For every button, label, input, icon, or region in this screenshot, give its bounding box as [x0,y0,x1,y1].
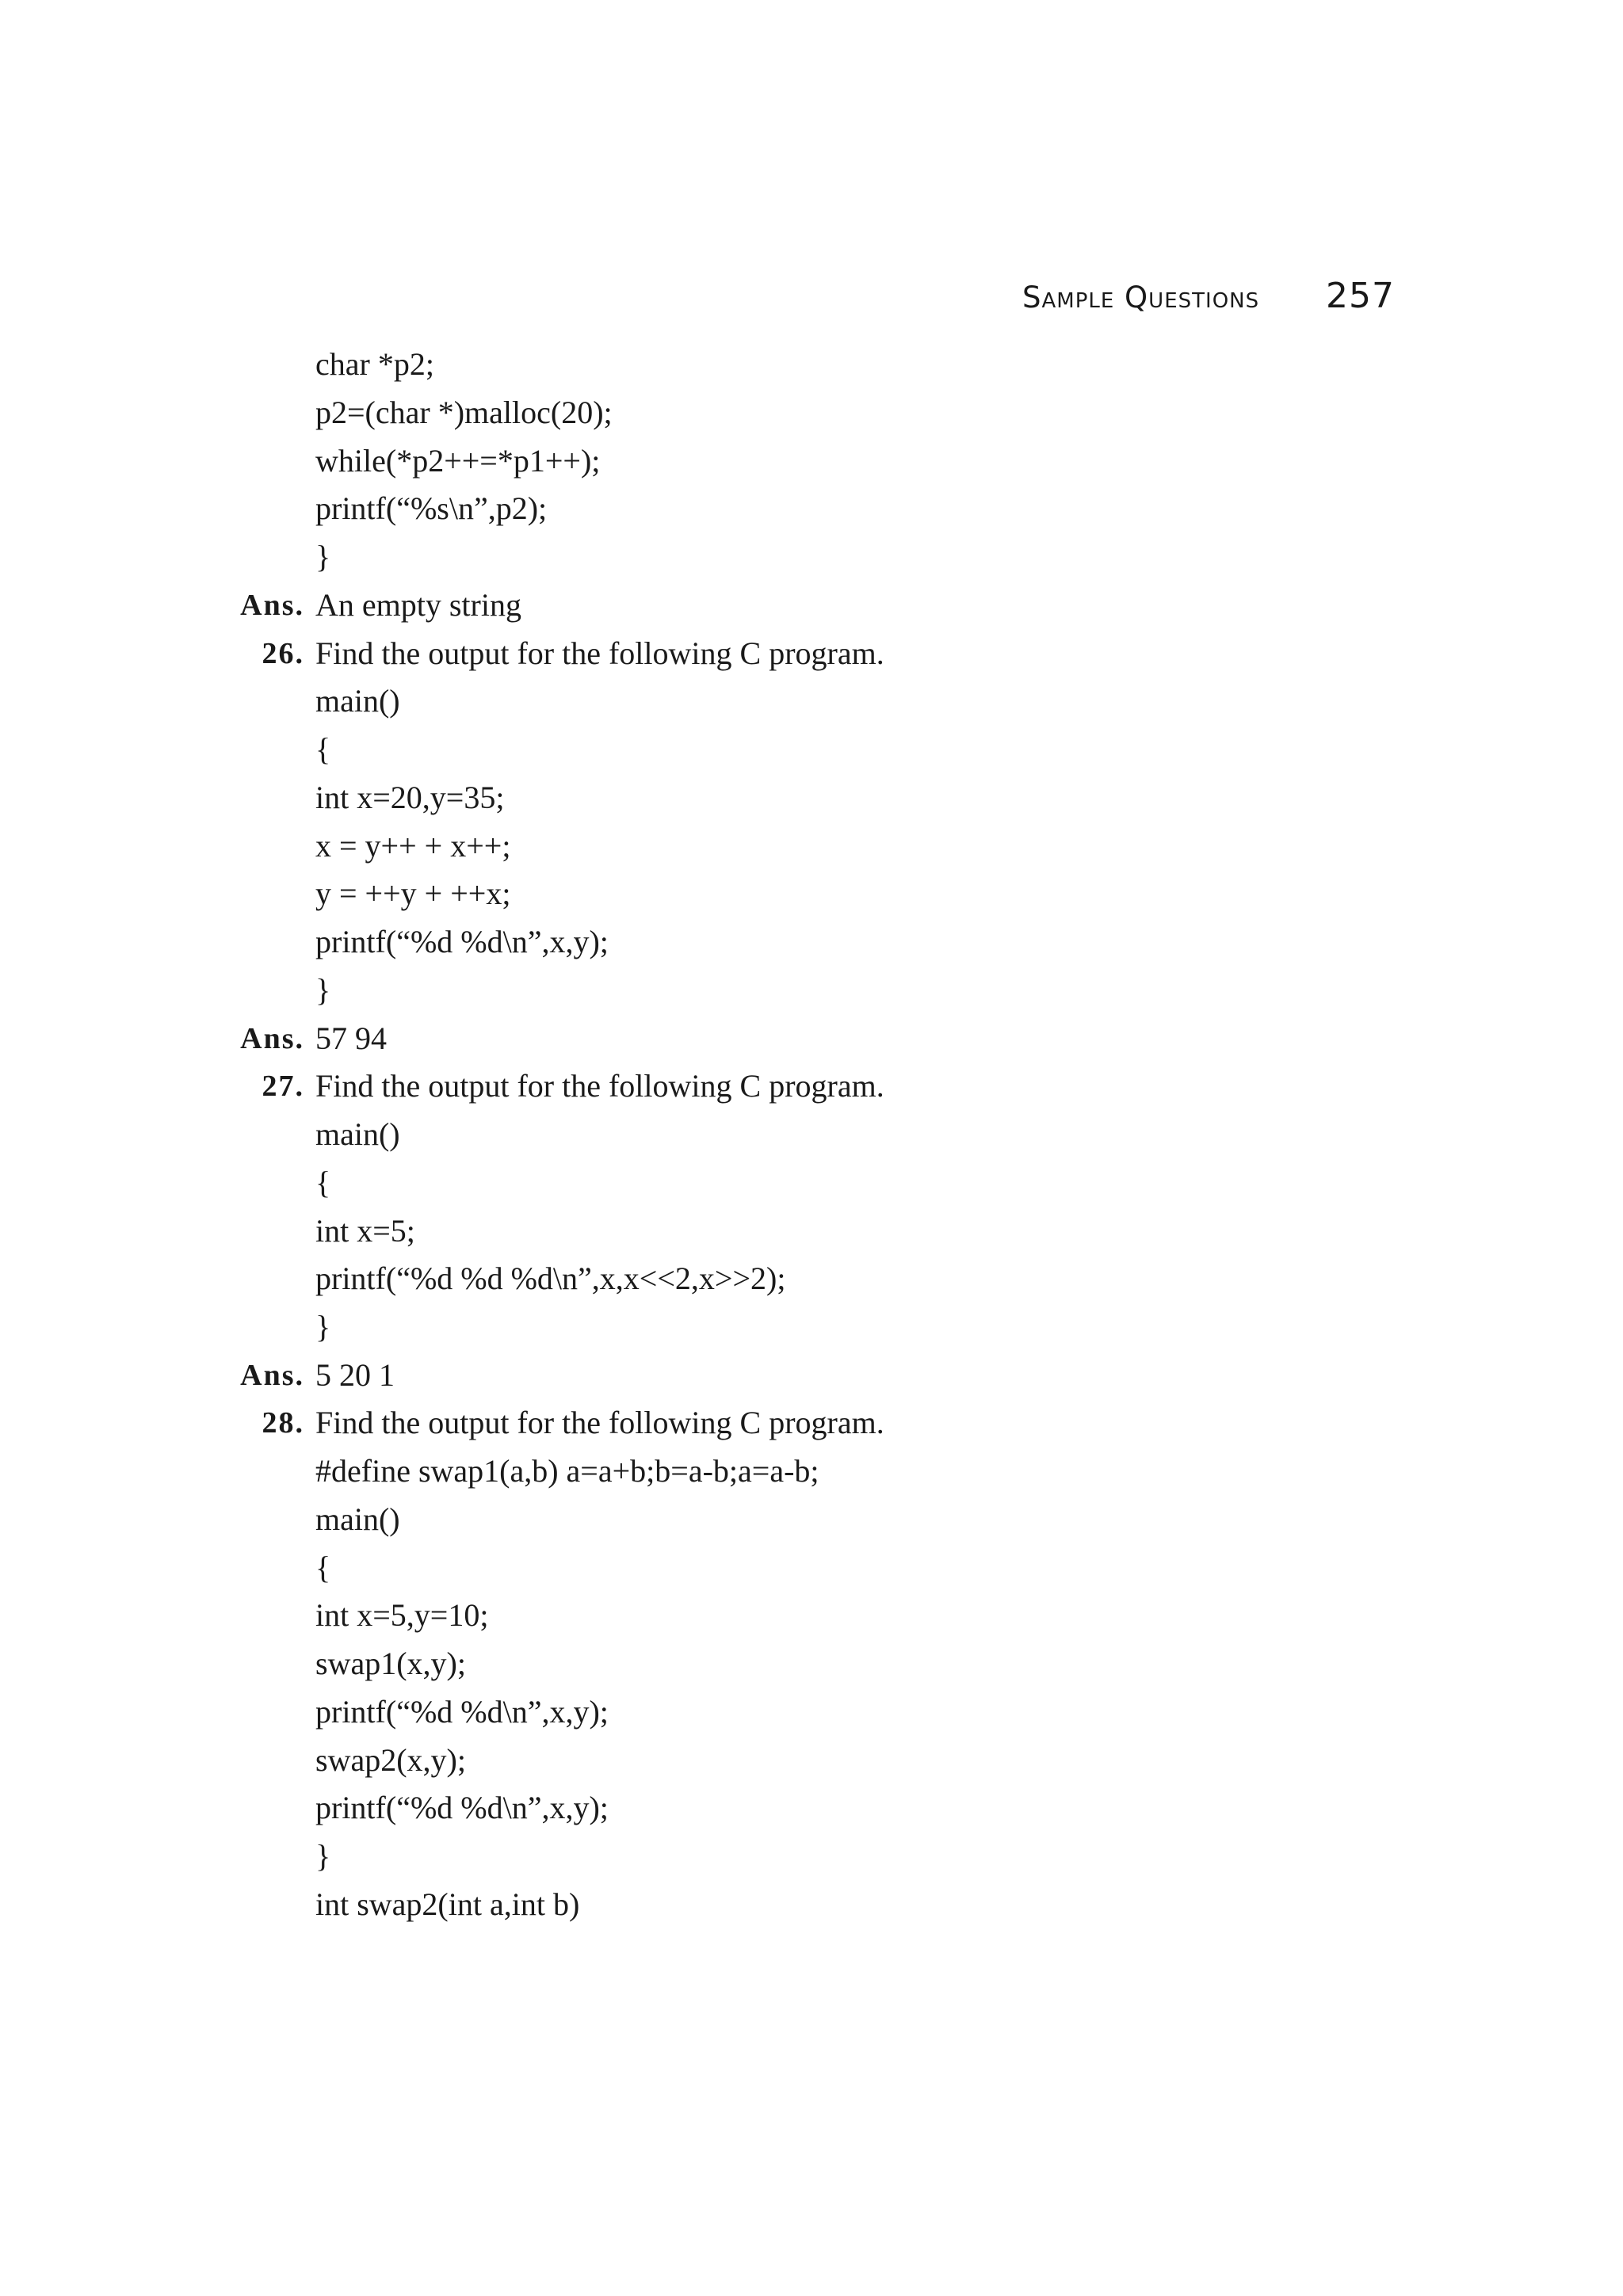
line-text: Find the output for the following C program. [315,1068,884,1104]
line-text: An empty string [315,587,521,623]
code-line [0,1159,1623,1207]
line-text: y = ++y + ++x; [315,875,511,911]
code-line [0,1544,1623,1592]
code-line [0,1737,1623,1784]
code-line [0,822,1623,870]
line-text: 57 94 [315,1020,387,1056]
answer-line [0,1352,1623,1399]
code-line [0,1447,1623,1495]
line-text: main() [315,1116,400,1152]
line-text: x = y++ + x++; [315,828,511,864]
line-text: printf(“%d %d\n”,x,y); [315,1790,609,1825]
question-line [0,1399,1623,1447]
answer-line [0,582,1623,629]
line-text: 5 20 1 [315,1357,395,1393]
code-line [0,677,1623,725]
line-text: main() [315,683,400,719]
code-line [0,1111,1623,1158]
code-line [0,389,1623,437]
question-number: 27. [262,1070,304,1103]
code-line [0,1784,1623,1832]
code-line [0,437,1623,485]
code-line [0,1688,1623,1736]
line-text: Find the output for the following C program. [315,635,884,671]
code-line [0,918,1623,966]
line-text: Find the output for the following C program. [315,1405,884,1440]
question-number: 26. [262,637,304,670]
line-text: printf(“%d %d\n”,x,y); [315,924,609,959]
line-text: } [315,1838,331,1874]
question-number: 28. [262,1406,304,1440]
line-text: int x=20,y=35; [315,780,505,815]
code-line [0,1833,1623,1880]
answer-label: Ans. [240,1359,304,1392]
line-text: printf(“%d %d\n”,x,y); [315,1694,609,1730]
section-title: Sample Questions [1022,280,1260,315]
line-text: { [315,1165,331,1200]
line-text: } [315,1309,331,1344]
line-text: int swap2(int a,int b) [315,1886,580,1922]
code-line [0,485,1623,532]
line-text: swap1(x,y); [315,1646,466,1681]
question-line [0,1062,1623,1110]
line-text: } [315,972,331,1008]
line-text: { [315,1550,331,1585]
line-text: printf(“%d %d %d\n”,x,x<<2,x>>2); [315,1261,786,1296]
code-line [0,726,1623,773]
line-text: while(*p2++=*p1++); [315,443,601,479]
line-text: p2=(char *)malloc(20); [315,395,613,430]
page-number: 257 [1326,276,1395,316]
line-text: int x=5,y=10; [315,1597,489,1633]
line-text: char *p2; [315,346,434,382]
code-line [0,774,1623,822]
answer-label: Ans. [240,589,304,622]
answer-line [0,1015,1623,1062]
code-line [0,1255,1623,1302]
code-line [0,533,1623,581]
line-text: } [315,539,331,574]
code-line [0,1881,1623,1928]
line-text: #define swap1(a,b) a=a+b;b=a-b;a=a-b; [315,1453,819,1489]
line-text: { [315,731,331,767]
code-line [0,1496,1623,1543]
code-line [0,1592,1623,1639]
code-line [0,1640,1623,1688]
code-line [0,1303,1623,1351]
line-text: int x=5; [315,1213,415,1249]
code-line [0,870,1623,917]
code-line [0,341,1623,388]
line-text: printf(“%s\n”,p2); [315,490,548,526]
line-text: swap2(x,y); [315,1742,466,1778]
running-head [1022,276,1395,323]
answer-label: Ans. [240,1022,304,1055]
code-line [0,1207,1623,1255]
code-line [0,967,1623,1014]
question-line [0,630,1623,677]
line-text: main() [315,1501,400,1537]
